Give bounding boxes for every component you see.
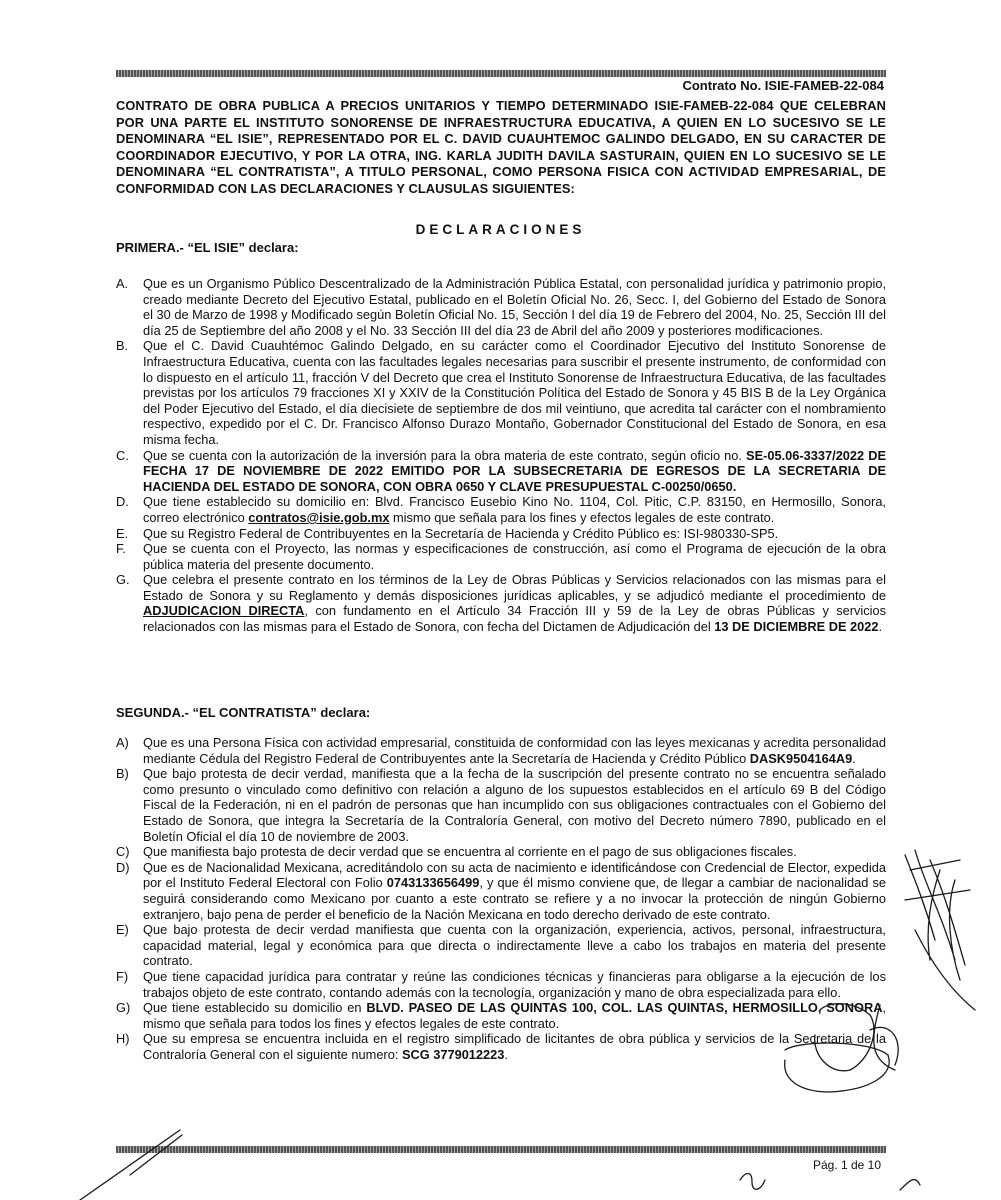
item-text: Que se cuenta con el Proyecto, las normas y especificaciones de construcción, así como el Programa de ejecución de la obra pública materia del presente documento. bbox=[143, 541, 886, 572]
list-item bbox=[116, 448, 886, 495]
rfc-value: DASK9504164A9 bbox=[749, 750, 853, 766]
list-item bbox=[116, 494, 886, 525]
item-text: Que el C. David Cuauhtémoc Galindo Delgado, en su carácter como el Coordinador Ejecutivo del Instituto Sonorense de Infraestructura Educativa, cuenta con las facultades legales necesarias para suscribir el presente instrumento, de conformidad con lo dispuesto en el artículo 11, fracción V del Decreto que crea el Instituto Sonorense de Infraestructura Educativa, de las facultades previstas por los artículos 79 fracciones XI y XXIV de la Constitución Política del Estado de Sonora y 45 BIS B de la Ley Orgánica del Poder Ejecutivo del Estado, el día diecisiete de septiembre de dos mil veintiuno, que acredita tal carácter con el nombramiento respectivo, expedido por el C. Dr. Francisco Alfonso Durazo Montaño, Gobernador Constitucional del Estado de Sonora, en esa misma fecha. bbox=[143, 338, 886, 447]
item-marker: B) bbox=[116, 766, 129, 782]
segunda-heading: SEGUNDA.- “EL CONTRATISTA” declara: bbox=[116, 705, 371, 720]
item-text: Que se cuenta con la autorización de la inversión para la obra materia de este contrato, según oficio no. bbox=[143, 447, 747, 463]
item-text: , con fundamento en el Artículo 34 Fracción III y 59 de la Ley de obras Públicas y servicios relacionados con las mismas para el Estado de Sonora, con fecha del Dictamen de Adjudicación del bbox=[143, 603, 886, 635]
contract-number: Contrato No. ISIE-FAMEB-22-084 bbox=[682, 78, 884, 93]
list-item bbox=[116, 969, 886, 1000]
list-item bbox=[116, 572, 886, 634]
email-link[interactable]: contratos@isie.gob.mx bbox=[248, 509, 390, 525]
item-marker: F) bbox=[116, 968, 129, 984]
header-rule bbox=[116, 70, 886, 77]
list-item bbox=[116, 541, 886, 572]
primera-heading: PRIMERA.- “EL ISIE” declara: bbox=[116, 240, 299, 255]
item-marker: E. bbox=[116, 525, 129, 541]
section-title: DECLARACIONES bbox=[415, 222, 586, 237]
item-text: mismo que señala para los fines y efectos legales de este contrato. bbox=[389, 509, 775, 525]
item-text: Que es una Persona Física con actividad empresarial, constituida de conformidad con las leyes mexicanas y acredita personalidad mediante Cédula del Registro Federal de Contribuyentes ante la Secretaría de Hacienda y Crédito Público bbox=[143, 735, 886, 766]
procedure-type: ADJUDICACION DIRECTA bbox=[143, 603, 305, 619]
item-marker: G) bbox=[116, 1000, 131, 1016]
ink-initials bbox=[740, 1174, 765, 1190]
item-text: Que tiene establecido su domicilio en bbox=[143, 1000, 367, 1016]
page-number: Pág. 1 de 10 bbox=[812, 1158, 881, 1172]
item-marker: C. bbox=[116, 447, 129, 463]
item-marker: A. bbox=[116, 276, 129, 291]
folio-value: 0743133656499 bbox=[386, 875, 480, 891]
item-text: . bbox=[852, 750, 856, 766]
item-text: Que es de Nacionalidad Mexicana, acreditándolo con su acta de nacimiento e identificándose con Credencial de Elector, expedida por el Instituto Federal Electoral con Folio bbox=[143, 859, 886, 891]
list-item bbox=[116, 860, 886, 922]
item-marker: H) bbox=[116, 1031, 130, 1047]
adjudication-date: 13 DE DICIEMBRE DE 2022 bbox=[714, 619, 879, 635]
item-marker: E) bbox=[116, 922, 129, 938]
item-text: Que es un Organismo Público Descentralizado de la Administración Pública Estatal, con personalidad jurídica y patrimonio propio, creado mediante Decreto del Ejecutivo Estatal, publicado en el Boletín Oficial No. 26, Secc. I, del Gobierno del Estado de Sonora el 30 de Marzo de 1998 y Modificado según Boletín Oficial No. 15, Sección I del día 19 de Febrero del 2004, No. 25, Sección III del día 25 de Septiembre del año 2008 y el No. 33 Sección III del día 23 de Abril del año 2009 y posteriores modificaciones. bbox=[143, 276, 886, 338]
list-item bbox=[116, 844, 886, 860]
list-item bbox=[116, 338, 886, 447]
address-value: BLVD. PASEO DE LAS QUINTAS 100, COL. LAS QUINTAS, HERMOSILLO, SONORA bbox=[366, 1000, 883, 1016]
ink-tick bbox=[900, 1180, 920, 1190]
list-item bbox=[116, 922, 886, 969]
list-item bbox=[116, 1031, 886, 1062]
signature-scribble bbox=[905, 850, 975, 1010]
item-text: Que manifiesta bajo protesta de decir verdad que se encuentra al corriente en el pago de sus obligaciones fiscales. bbox=[143, 844, 797, 860]
item-marker: A) bbox=[116, 735, 129, 750]
item-text: Que tiene capacidad jurídica para contratar y reúne las condiciones técnicas y financieras para obligarse a la ejecución de los trabajos objeto de este contrato, contando además con la tecnología, organización y mano de obra especializada para ello. bbox=[143, 968, 886, 1000]
ink-line bbox=[80, 1130, 182, 1200]
item-text: , mismo que señala para todos los fines y efectos legales de este contrato. bbox=[143, 1000, 886, 1031]
item-text: , y que él mismo conviene que, de llegar a cambiar de nacionalidad se seguirá considerando como Mexicano por cuanto a este contrato se refiere y a no invocar la protección de ningún Gobierno extranjero, bajo pena de perder el beneficio de la Nación Mexicana en todo derecho derivado de este contrato. bbox=[143, 875, 886, 922]
registry-number: SCG 3779012223 bbox=[401, 1046, 505, 1062]
contract-intro: CONTRATO DE OBRA PUBLICA A PRECIOS UNITARIOS Y TIEMPO DETERMINADO ISIE-FAMEB-22-084 QUE CELEBRAN POR UNA PARTE EL INSTITUTO SONORENSE DE INFRAESTRUCTURA EDUCATIVA, A QUIEN EN LO SUCESIVO SE LE DENOMINARA “EL ISIE”, REPRESENTADO POR EL C. DAVID CUAUHTEMOC GALINDO DELGADO, EN SU CARACTER DE COORDINADOR EJECUTIVO, Y POR LA OTRA, ING. KARLA JUDITH DAVILA SASTURAIN, QUIEN EN LO SUCESIVO SE LE DENOMINARA “EL CONTRATISTA”, A TITULO PERSONAL, COMO PERSONA FISICA CON ACTIVIDAD EMPRESARIAL, DE CONFORMIDAD CON LAS DECLARACIONES Y CLAUSULAS SIGUIENTES: bbox=[116, 98, 886, 196]
item-text: Que su Registro Federal de Contribuyentes en la Secretaría de Hacienda y Crédito Público es: ISI-980330-SP5. bbox=[143, 525, 779, 541]
item-marker: B. bbox=[116, 338, 129, 354]
item-marker: F. bbox=[116, 541, 126, 557]
primera-list bbox=[116, 276, 886, 635]
item-text: Que bajo protesta de decir verdad manifiesta que cuenta con la organización, experiencia, activos, personal, infraestructura, capacidad material, legal y económica para que directa o indirectamente lleve a cabo los trabajos en materia del presente contrato. bbox=[143, 922, 886, 969]
list-item bbox=[116, 735, 886, 766]
list-item bbox=[116, 526, 886, 542]
list-item bbox=[116, 276, 886, 338]
item-text: Que su empresa se encuentra incluida en el registro simplificado de licitantes de obra pública y servicios de la Secretaria de la Contraloría General con el siguiente numero: bbox=[143, 1031, 886, 1062]
item-marker: D) bbox=[116, 859, 130, 875]
segunda-list bbox=[116, 735, 886, 1062]
item-text: . bbox=[878, 619, 883, 635]
list-item bbox=[116, 1000, 886, 1031]
item-marker: G. bbox=[116, 572, 130, 588]
item-marker: C) bbox=[116, 844, 130, 860]
item-text: Que celebra el presente contrato en los términos de la Ley de Obras Públicas y Servicios relacionados con las mismas para el Estado de Sonora y su Reglamento y demás disposiciones jurídicas aplicables, y se adjudicó mediante el procedimiento de bbox=[143, 572, 886, 603]
item-text: Que bajo protesta de decir verdad, manifiesta que a la fecha de la suscripción del presente contrato no se encuentra señalado como presunto o vinculado como definitivo con relación a alguno de los supuestos establecidos en el artículo 69 B del Código Fiscal de la Federación, ni en el padrón de personas que han incumplido con sus obligaciones contractuales con el Gobierno del Estado de Sonora, que integra la Secretaría de la Contraloría General, con motivo del Decreto número 7890, publicado en el Boletín Oficial el día 10 de noviembre de 2003. bbox=[143, 766, 886, 844]
item-text: . bbox=[504, 1046, 508, 1062]
oficio-reference: SE-05.06-3337/2022 DE FECHA 17 DE NOVIEMBRE DE 2022 EMITIDO POR LA SUBSECRETARIA DE EGRESOS DE LA SECRETARIA DE HACIENDA DEL ESTADO DE SONORA, CON OBRA 0650 Y CLAVE PRESUPUESTAL C-00250/0650. bbox=[143, 447, 887, 494]
list-item bbox=[116, 766, 886, 844]
footer-rule bbox=[116, 1146, 886, 1153]
item-text: Que tiene establecido su domicilio en: Blvd. Francisco Eusebio Kino No. 1104, Col. Pitic, C.P. 83150, en Hermosillo, Sonora, correo electrónico bbox=[143, 494, 886, 525]
item-marker: D. bbox=[116, 494, 129, 510]
